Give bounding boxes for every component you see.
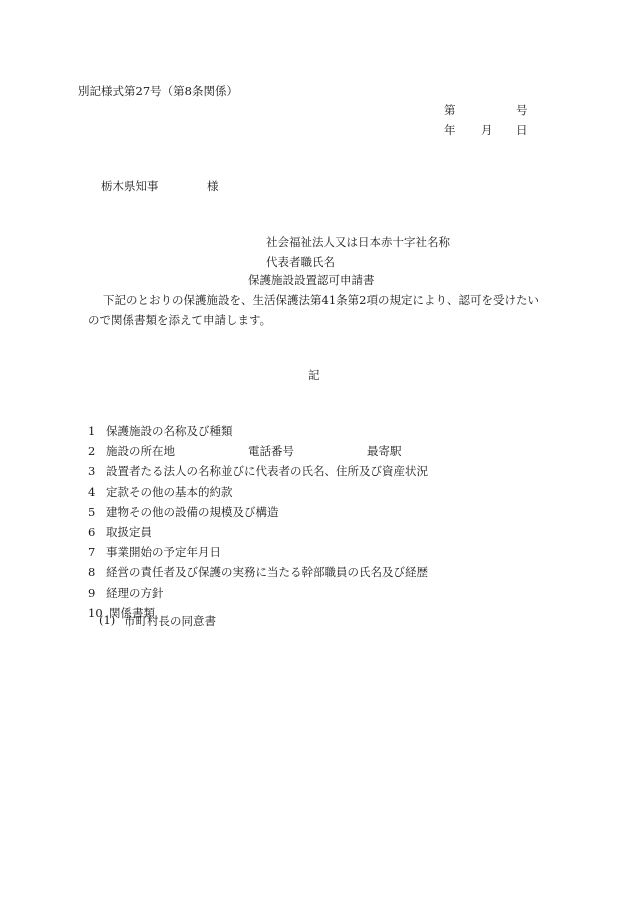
corporation-name-label: 社会福祉法人又は日本赤十字社名称 bbox=[266, 235, 450, 249]
representative-label: 代表者職氏名 bbox=[266, 255, 335, 269]
item-number: 9 bbox=[88, 585, 96, 600]
document-number-dai: 第 bbox=[444, 103, 456, 117]
item-number: 8 bbox=[88, 565, 96, 580]
item-text: 取扱定員 bbox=[106, 524, 152, 539]
item-text: 保護施設の名称及び種類 bbox=[106, 424, 233, 438]
item-number: 5 bbox=[88, 504, 96, 519]
item-number: 1 bbox=[88, 424, 96, 438]
item-text: 事業開始の予定年月日 bbox=[106, 545, 221, 560]
date-year: 年 bbox=[444, 123, 456, 137]
form-identifier: 別記様式第27号（第8条関係） bbox=[78, 84, 238, 98]
document-number-go: 号 bbox=[516, 103, 528, 117]
item-text: 関係書類 bbox=[109, 605, 155, 620]
ki-heading: 記 bbox=[308, 368, 320, 382]
nearest-station-label: 最寄駅 bbox=[367, 444, 402, 459]
item-text: 経営の責任者及び保護の実務に当たる幹部職員の氏名及び経歴 bbox=[106, 565, 428, 580]
sub-item-text: 市町村長の同意書 bbox=[124, 614, 216, 628]
addressee-honorific: 様 bbox=[207, 179, 219, 193]
date-day: 日 bbox=[516, 123, 528, 137]
body-text-line-2: ので関係書類を添えて申請します。 bbox=[88, 313, 272, 327]
item-text: 施設の所在地 bbox=[106, 444, 175, 459]
item-number: 2 bbox=[88, 444, 96, 459]
item-text: 定款その他の基本的約款 bbox=[106, 484, 233, 499]
item-number: 3 bbox=[88, 464, 96, 479]
item-number: 6 bbox=[88, 524, 96, 539]
addressee-name: 栃木県知事 bbox=[101, 179, 159, 193]
item-text: 経理の方針 bbox=[106, 585, 164, 600]
item-number: 4 bbox=[88, 484, 96, 499]
date-month: 月 bbox=[481, 123, 493, 137]
phone-number-label: 電話番号 bbox=[248, 444, 294, 459]
document-title: 保護施設設置認可申請書 bbox=[248, 273, 375, 287]
item-text: 設置者たる法人の名称並びに代表者の氏名、住所及び資産状況 bbox=[106, 464, 428, 479]
item-number: 10 bbox=[88, 605, 103, 620]
item-text: 建物その他の設備の規模及び構造 bbox=[106, 504, 279, 519]
body-text-line-1: 下記のとおりの保護施設を、生活保護法第41条第2項の規定により、認可を受けたい bbox=[103, 293, 539, 307]
item-number: 7 bbox=[88, 545, 96, 560]
sub-item-number: (1) bbox=[99, 613, 116, 627]
